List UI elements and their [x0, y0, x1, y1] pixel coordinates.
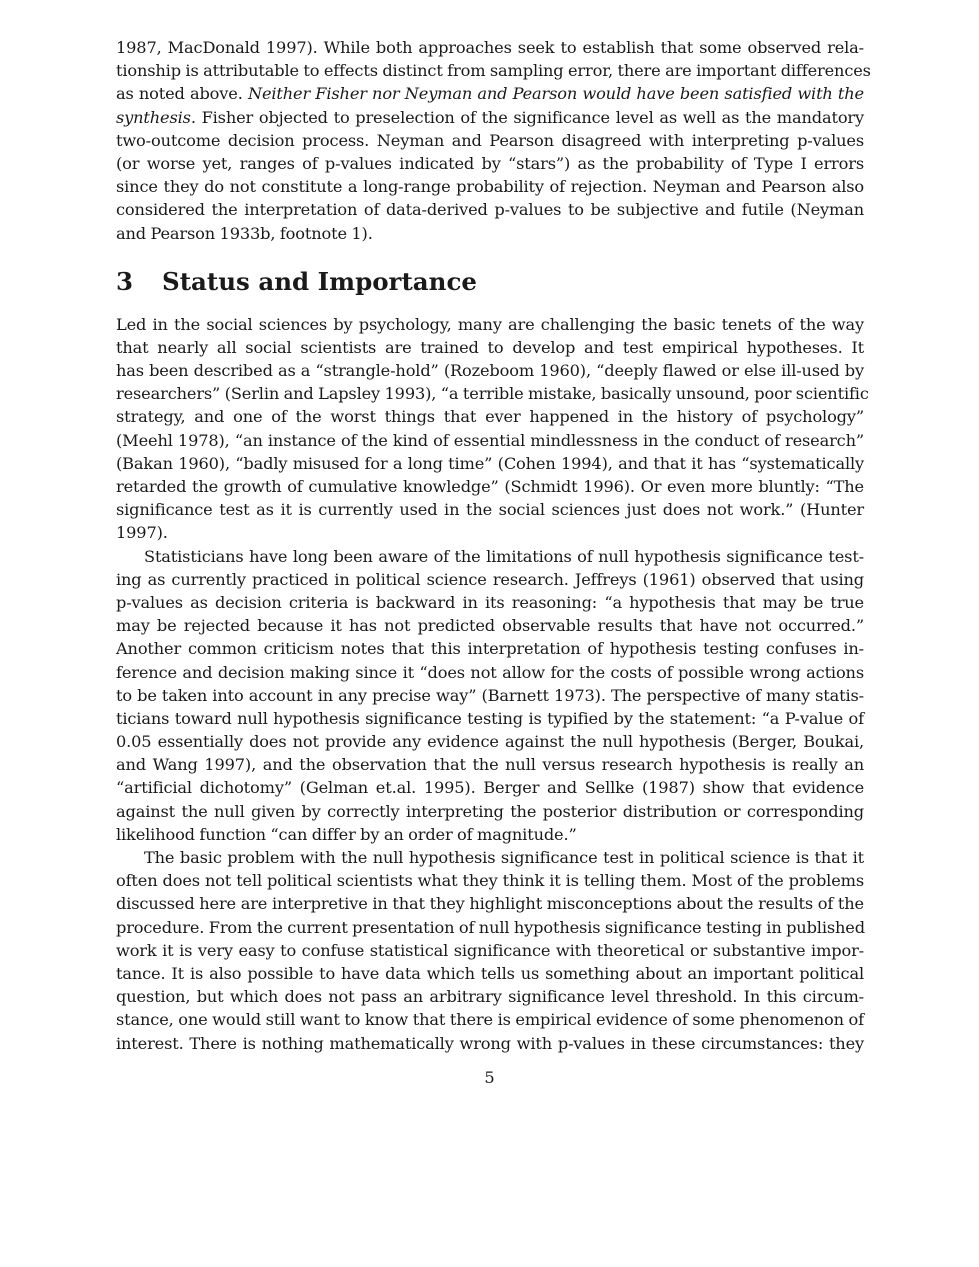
text-line: significance test as it is currently used in the social sciences just does not work.” (Hunter [116, 500, 864, 520]
text-line: p-values as decision criteria is backward in its reasoning: “a hypothesis that may be true [116, 592, 864, 612]
text-line: and Pearson 1933b, footnote 1). [116, 223, 373, 243]
intro-paragraph [116, 36, 871, 245]
text-line: Led in the social sciences by psychology, many are challenging the basic tenets of the way [116, 314, 864, 334]
text-line: stance, one would still want to know that there is empirical evidence of some phenomenon of [116, 1010, 864, 1030]
text-line: against the null given by correctly interpreting the posterior distribution or corresponding [116, 801, 864, 821]
text-line: interest. There is nothing mathematically wrong with p-values in these circumstances: they [116, 1033, 864, 1053]
section-heading [116, 267, 864, 297]
text-line: discussed here are interpretive in that they highlight misconceptions about the results of the [116, 894, 864, 914]
text-line: ticians toward null hypothesis significance testing is typified by the statement: “a P-value of [116, 708, 864, 728]
text-line: may be rejected because it has not predicted observable results that have not occurred.” [116, 616, 864, 636]
text-line: The basic problem with the null hypothesis significance test in political science is that it [144, 848, 864, 867]
page-number: 5 [484, 1068, 495, 1087]
text-line: 0.05 essentially does not provide any evidence against the null hypothesis (Berger, Boukai, [116, 732, 864, 752]
text-line: often does not tell political scientists what they think it is telling them. Most of the problems [116, 871, 864, 891]
text-line: question, but which does not pass an arbitrary significance level threshold. In this circum- [116, 987, 864, 1007]
text-run: Fisher objected to preselection of the significance level as well as the mandatory [201, 107, 864, 127]
paragraph-3 [116, 846, 864, 1055]
text-line: has been described as a “strangle-hold” (Rozeboom 1960), “deeply flawed or else ill-used by [116, 361, 864, 381]
text-line: considered the interpretation of data-derived p-values to be subjective and futile (Neyman [116, 200, 864, 220]
text-line: researchers” (Serlin and Lapsley 1993), “a terrible mistake, basically unsound, poor scientific [116, 384, 869, 404]
text-line: work it is very easy to confuse statistical significance with theoretical or substantive impor- [116, 940, 864, 960]
text-line: Another common criticism notes that this interpretation of hypothesis testing confuses in- [116, 639, 864, 659]
section-number: 3 [116, 266, 134, 296]
text-line: likelihood function “can differ by an order of magnitude.” [116, 824, 577, 844]
text-line: procedure. From the current presentation of null hypothesis significance testing in published [116, 917, 865, 937]
paragraph-2 [116, 545, 864, 846]
text-line: “artificial dichotomy” (Gelman et.al. 1995). Berger and Sellke (1987) show that evidence [116, 778, 864, 798]
text-line: and Wang 1997), and the observation that the null versus research hypothesis is really an [116, 755, 864, 775]
text-line: two-outcome decision process. Neyman and Pearson disagreed with interpreting p-values [116, 130, 864, 150]
text-line: retarded the growth of cumulative knowledge” (Schmidt 1996). Or even more bluntly: “The [116, 477, 864, 496]
paragraph-1 [116, 313, 869, 545]
italic-emphasis: synthesis. [116, 107, 196, 127]
text-line: strategy, and one of the worst things that ever happened in the history of psychology” [116, 407, 864, 427]
text-line: ference and decision making since it “does not allow for the costs of possible wrong actions [116, 662, 864, 682]
text-run: as noted above. [116, 84, 243, 104]
text-line: ing as currently practiced in political science research. Jeffreys (1961) observed that using [116, 569, 864, 589]
text-line: (or worse yet, ranges of p-values indicated by “stars”) as the probability of Type I errors [116, 153, 864, 173]
text-line: Statisticians have long been aware of the limitations of null hypothesis significance test- [144, 546, 864, 566]
text-line: that nearly all social scientists are trained to develop and test empirical hypotheses. It [116, 337, 864, 357]
text-line: (Bakan 1960), “badly misused for a long time” (Cohen 1994), and that it has “systematically [116, 453, 864, 473]
page-body [116, 36, 871, 1055]
text-line: tionship is attributable to effects distinct from sampling error, there are important differences [116, 61, 871, 81]
text-line: to be taken into account in any precise way” (Barnett 1973). The perspective of many statis- [116, 685, 864, 705]
section-title: Status and Importance [162, 266, 477, 296]
text-line: 1997). [116, 523, 168, 543]
italic-emphasis: Neither Fisher nor Neyman and Pearson would have been satisfied with the [247, 84, 864, 104]
text-line: (Meehl 1978), “an instance of the kind of essential mindlessness in the conduct of research” [116, 430, 864, 450]
text-line: tance. It is also possible to have data which tells us something about an important political [116, 963, 864, 983]
text-line [116, 82, 864, 105]
text-line: since they do not constitute a long-range probability of rejection. Neyman and Pearson also [116, 177, 864, 197]
text-line [116, 106, 864, 129]
text-line: 1987, MacDonald 1997). While both approaches seek to establish that some observed rela- [116, 38, 864, 57]
